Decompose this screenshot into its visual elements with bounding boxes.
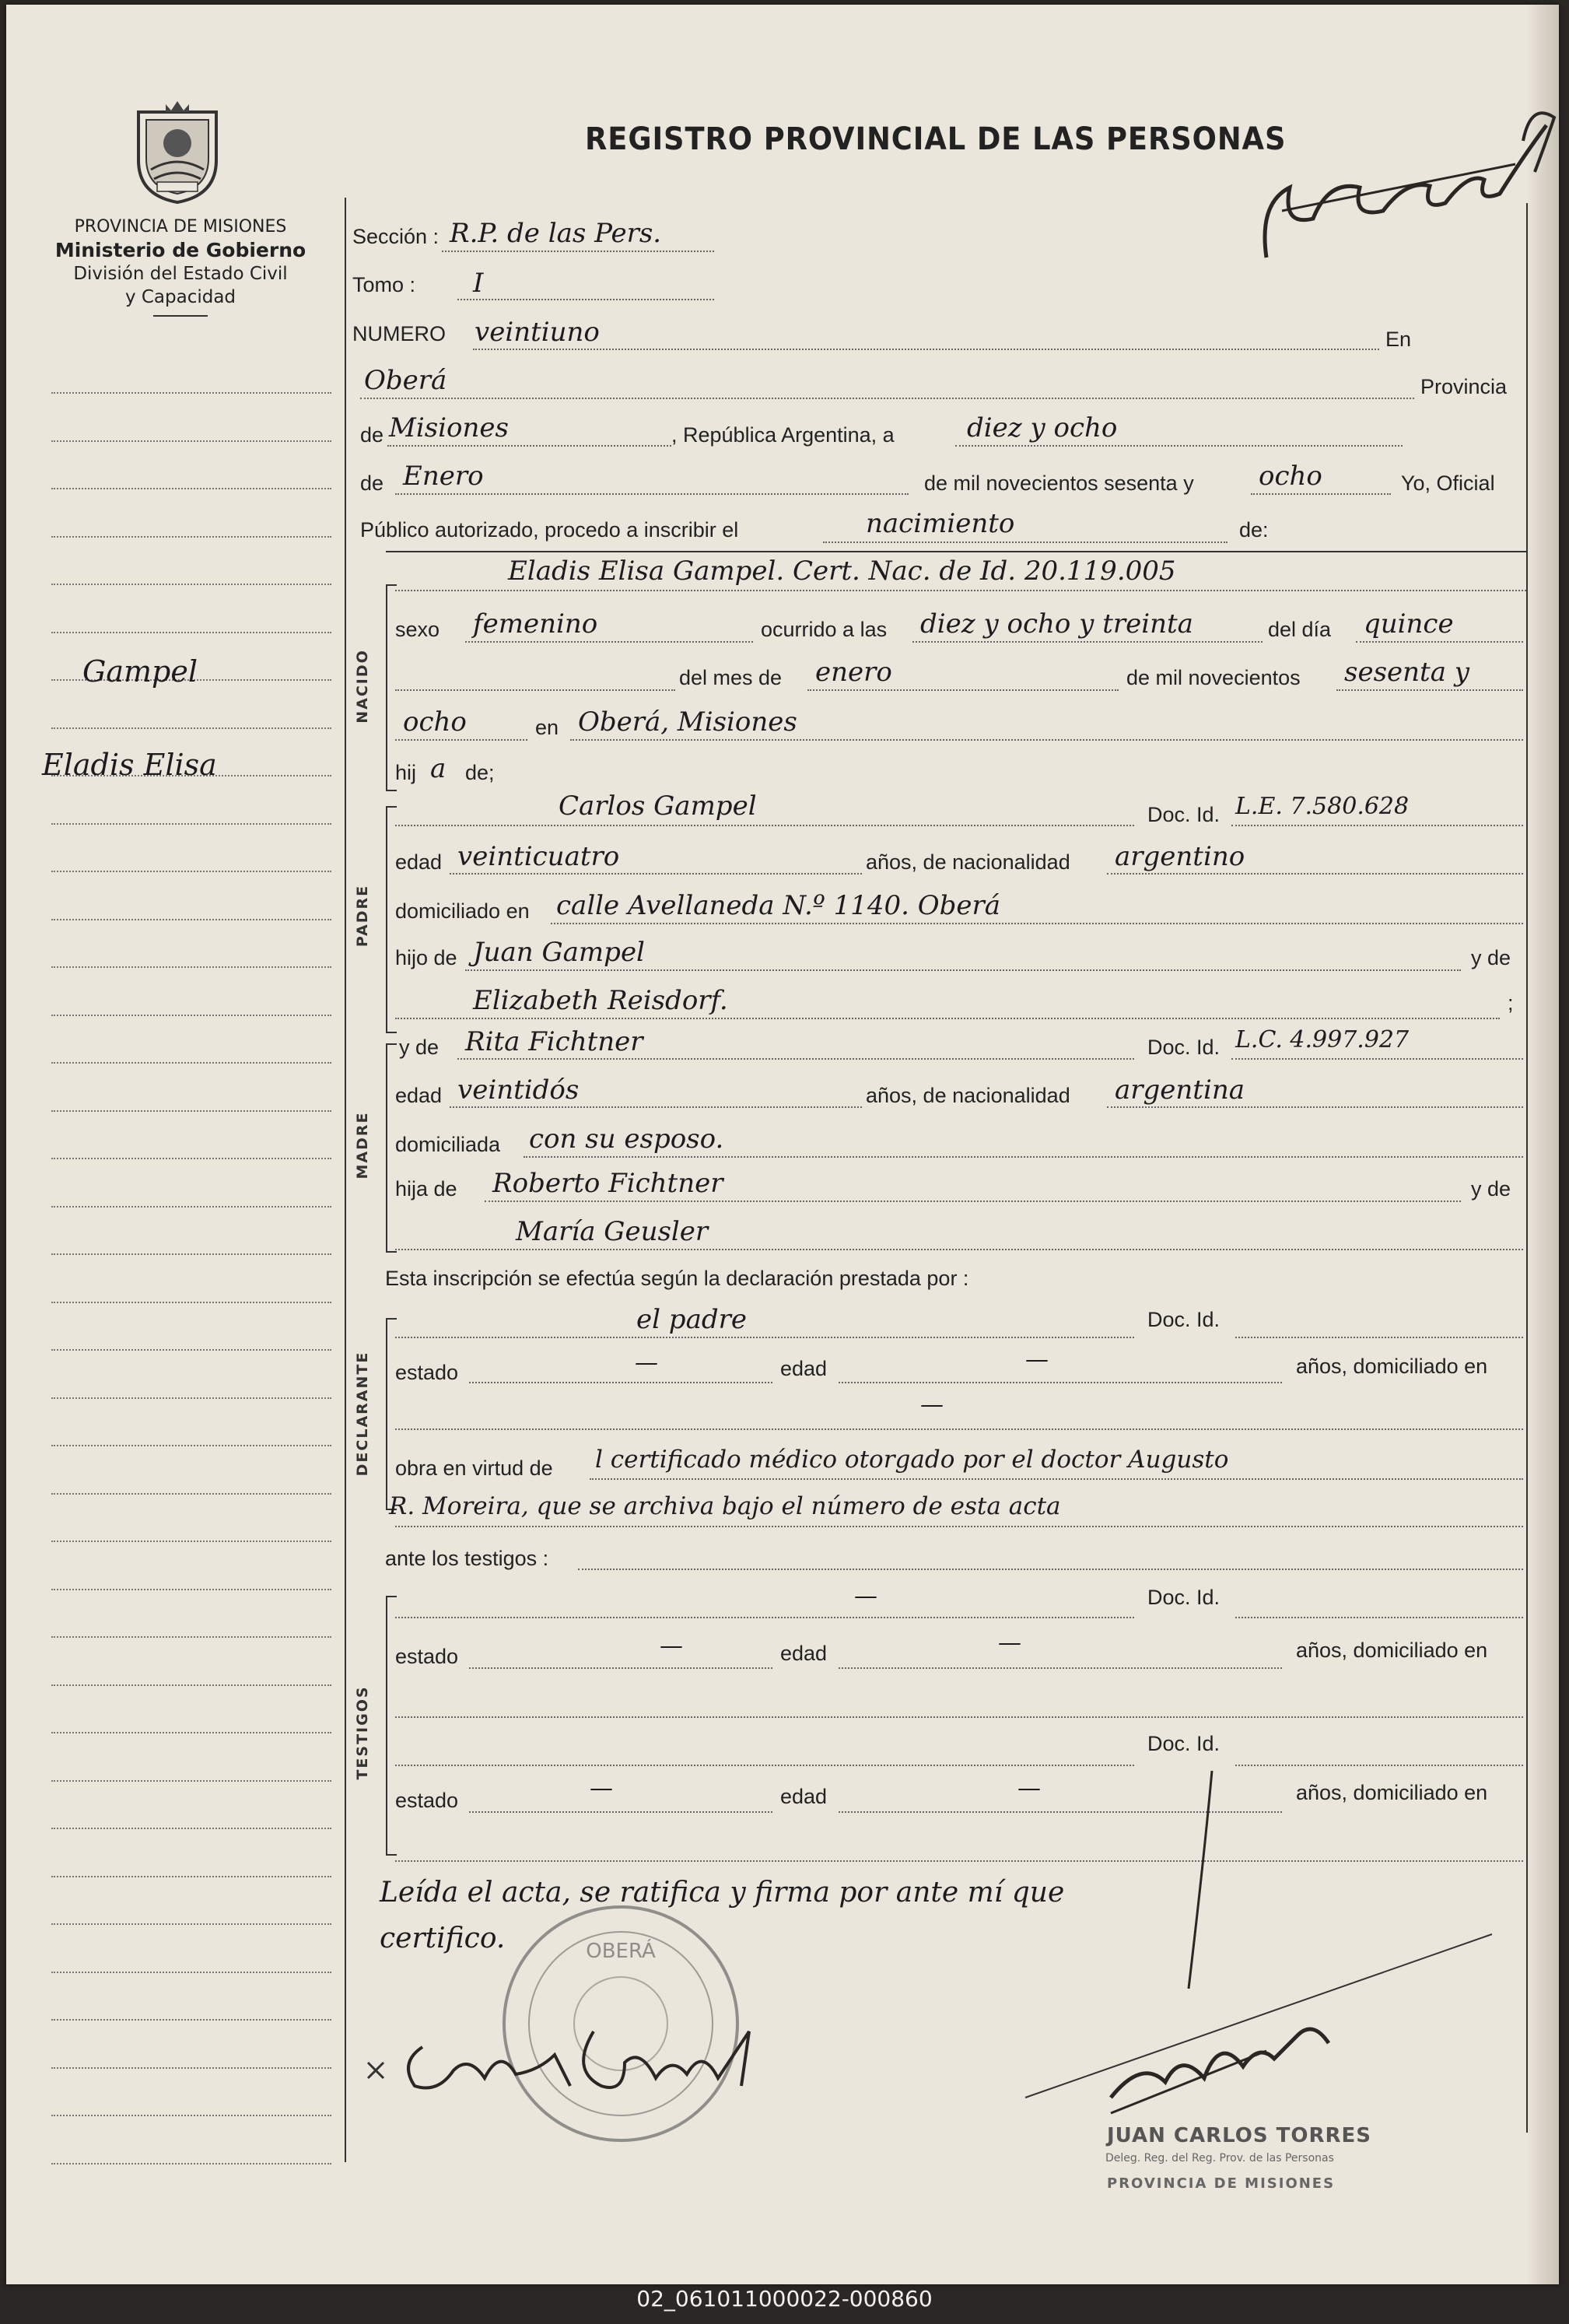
madre-y-de-label: y de: [399, 1036, 440, 1059]
province-heading: [40, 216, 320, 317]
padre-doc-value: L.E. 7.580.628: [1235, 793, 1410, 820]
de-label: de: [360, 423, 384, 447]
madre-mother-value: María Geusler: [516, 1216, 709, 1247]
madre-doc-value: L.C. 4.997.927: [1235, 1026, 1410, 1053]
padre-nationality: argentino: [1115, 841, 1245, 872]
page-title: REGISTRO PROVINCIAL DE LAS PERSONAS: [585, 121, 1287, 157]
margin-ruled-line: [51, 2163, 331, 2165]
act-line: [823, 542, 1228, 543]
official-province: PROVINCIA DE MISIONES: [1107, 2175, 1336, 2192]
margin-ruled-line: [51, 1636, 331, 1638]
en-label-2: en: [535, 716, 559, 739]
seccion-value: R.P. de las Pers.: [450, 218, 662, 249]
margin-ruled-line: [51, 1923, 331, 1925]
margin-ruled-line: [51, 871, 331, 872]
margin-ruled-line: [51, 1684, 331, 1686]
padre-name-value: Carlos Gampel: [559, 790, 757, 822]
margin-ruled-line: [51, 1493, 331, 1495]
declarante-intro: Esta inscripción se efectúa según la declaración prestada por :: [385, 1267, 969, 1290]
seccion-line: [442, 251, 714, 252]
margin-ruled-line: [51, 1541, 331, 1542]
margin-ruled-line: [51, 2115, 331, 2116]
obra-line-2: [395, 1526, 1523, 1527]
testigo1-edad-dash: —: [998, 1629, 1021, 1656]
de-mil-label-2: de mil novecientos: [1126, 666, 1301, 689]
padre-nationality-line: [1107, 873, 1523, 875]
sexo-value: femenino: [473, 608, 598, 640]
declarante-doc-line: [1235, 1337, 1523, 1338]
declarant-signature-icon: [360, 2000, 780, 2109]
mes-label: del mes de: [679, 666, 783, 689]
testigo1-doc-label: Doc. Id.: [1147, 1586, 1221, 1609]
padre-name-line: [395, 825, 1134, 826]
hij-label: hij: [395, 761, 417, 784]
year-value: ocho: [1259, 461, 1322, 492]
margin-ruled-line: [51, 2067, 331, 2069]
obra-label: obra en virtud de: [395, 1456, 553, 1480]
margin-ruled-line: [51, 1780, 331, 1782]
obra-value-2: R. Moreira, que se archiva bajo el número de esta acta: [389, 1492, 1061, 1520]
margin-ruled-line: [51, 2019, 331, 2021]
ocurrido-label: ocurrido a las: [761, 618, 888, 641]
testigo2-domicilio-line: [395, 1860, 1523, 1862]
form-frame-left: [345, 198, 346, 2162]
madre-father-line: [485, 1201, 1461, 1202]
provincial-seal-icon: [123, 98, 232, 207]
padre-domicilio-label: domiciliado en: [395, 899, 530, 923]
margin-ruled-line: [51, 1445, 331, 1446]
tomo-value: I: [473, 268, 484, 299]
form-frame-right: [1526, 203, 1528, 2133]
provincia-label: Provincia: [1420, 375, 1508, 398]
margin-ruled-line: [51, 1732, 331, 1733]
birth-year-line-1: [1336, 689, 1523, 691]
testigo2-edad-dash: —: [1017, 1775, 1041, 1802]
margin-ruled-line: [51, 727, 331, 729]
act-value: nacimiento: [866, 508, 1015, 539]
padre-doc-line: [1231, 825, 1523, 826]
numero-line: [473, 349, 1379, 350]
province-value: Misiones: [389, 412, 509, 443]
place-value: Oberá: [364, 365, 447, 396]
testigo1-name-dash: —: [854, 1583, 877, 1610]
declarante-estado-line: [469, 1382, 772, 1383]
testigo1-estado-label: estado: [395, 1645, 459, 1668]
numero-label: NUMERO: [352, 322, 446, 345]
madre-edad-label: edad: [395, 1084, 443, 1107]
madre-edad-line: [450, 1106, 862, 1108]
place-line: [360, 398, 1414, 399]
padre-section-label: PADRE: [354, 884, 371, 948]
margin-ruled-line: [51, 1158, 331, 1159]
declarante-edad-line: [839, 1382, 1282, 1383]
declarante-estado-value: —: [635, 1349, 658, 1376]
margin-ruled-line: [51, 1972, 331, 1973]
madre-name-value: Rita Fichtner: [465, 1026, 643, 1057]
margin-ruled-line: [51, 488, 331, 489]
padre-y-de-label: y de: [1471, 946, 1511, 969]
birth-day-line: [1356, 641, 1523, 643]
image-id-caption: 02_061011000022-000860: [636, 2286, 933, 2312]
testigos-bracket: [386, 1596, 397, 1856]
page-edge: [1526, 5, 1559, 2284]
testigo1-domicilio-line: [395, 1716, 1523, 1718]
publico-label: Público autorizado, procedo a inscribir el: [360, 518, 739, 542]
testigo1-domicilio-label: años, domiciliado en: [1296, 1639, 1488, 1662]
margin-ruled-line: [51, 1110, 331, 1112]
top-signature-icon: [1235, 94, 1562, 273]
testigo2-edad-label: edad: [780, 1785, 828, 1808]
republica-label: , República Argentina, a: [671, 423, 895, 447]
testigo1-edad-label: edad: [780, 1642, 828, 1665]
madre-mother-line: [395, 1249, 1523, 1250]
tomo-line: [457, 299, 714, 300]
svg-text:OBERÁ: OBERÁ: [586, 1940, 656, 1963]
province-line: [387, 445, 671, 447]
margin-ruled-line: [51, 584, 331, 585]
testigo1-doc-line: [1235, 1617, 1523, 1618]
declarante-edad-value: —: [1025, 1346, 1049, 1373]
madre-doc-label: Doc. Id.: [1147, 1036, 1221, 1059]
testigo2-estado-dash: —: [590, 1775, 613, 1802]
madre-section-label: MADRE: [354, 1111, 371, 1180]
madre-domicilio-line: [524, 1156, 1523, 1158]
obra-value-1: l certificado médico otorgado por el doctor Augusto: [595, 1446, 1229, 1474]
padre-domicilio-value: calle Avellaneda N.º 1140. Oberá: [556, 890, 1000, 921]
birth-day-value: quince: [1364, 608, 1454, 640]
padre-edad-value: veinticuatro: [457, 841, 620, 872]
testigo2-estado-line: [469, 1811, 772, 1813]
closing-line-1: Leída el acta, se ratifica y firma por ante mí que: [380, 1877, 1065, 1909]
birth-place-value: Oberá, Misiones: [578, 706, 797, 738]
declarante-domicilio-label: años, domiciliado en: [1296, 1355, 1488, 1378]
obra-line-1: [590, 1478, 1523, 1480]
testigo1-estado-dash: —: [660, 1632, 683, 1660]
de-colon-label: de:: [1239, 518, 1269, 542]
yo-oficial-label: Yo, Oficial: [1401, 471, 1495, 495]
de-mil-label: de mil novecientos sesenta y: [924, 471, 1194, 495]
madre-anos-label: años, de nacionalidad: [866, 1084, 1070, 1107]
birth-month-line: [807, 689, 1119, 691]
closing-line-2: certifico.: [380, 1923, 506, 1954]
nacido-full-name: Eladis Elisa Gampel. Cert. Nac. de Id. 20.119.005: [508, 556, 1176, 587]
birth-place-line: [570, 739, 1523, 741]
madre-y-de-label: y de: [1471, 1177, 1511, 1201]
en-label: En: [1385, 328, 1412, 351]
margin-ruled-line: [51, 536, 331, 538]
declarante-domicilio-value: —: [920, 1391, 944, 1418]
padre-mother-value: Elizabeth Reisdorf.: [473, 985, 728, 1016]
declarante-estado-label: estado: [395, 1361, 459, 1384]
margin-ruled-line: [51, 1062, 331, 1064]
declarante-doc-label: Doc. Id.: [1147, 1308, 1221, 1331]
margin-ruled-line: [51, 1876, 331, 1877]
margin-ruled-line: [51, 919, 331, 920]
hij-de-label: de;: [465, 761, 495, 784]
testigos-intro-line: [578, 1569, 1523, 1570]
margin-ruled-line: [51, 1302, 331, 1303]
hour-value: diez y ocho y treinta: [920, 608, 1193, 640]
month-line: [395, 493, 909, 495]
nacido-name-line: [395, 590, 1526, 591]
margin-ruled-line: [51, 632, 331, 633]
declarante-domicilio-line: [395, 1428, 1523, 1430]
ministry-name: Ministerio de Gobierno: [54, 239, 306, 262]
declarante-bracket: [386, 1318, 397, 1510]
madre-domicilio-value: con su esposo.: [529, 1123, 724, 1155]
margin-surname: Gampel: [82, 654, 198, 689]
testigo1-edad-line: [839, 1667, 1282, 1669]
madre-nationality: argentina: [1115, 1074, 1245, 1106]
madre-father-value: Roberto Fichtner: [492, 1168, 723, 1199]
day-line: [955, 445, 1403, 447]
hija-de-label: hija de: [395, 1177, 457, 1201]
padre-edad-line: [450, 873, 862, 875]
testigo2-domicilio-label: años, domiciliado en: [1296, 1781, 1488, 1804]
padre-semicolon: ;: [1508, 991, 1514, 1015]
margin-ruled-line: [51, 1349, 331, 1351]
division-name: División del Estado Civil: [73, 264, 288, 285]
padre-domicilio-line: [551, 923, 1523, 924]
nacido-section-label: NACIDO: [354, 649, 371, 724]
madre-doc-line: [1231, 1058, 1523, 1060]
birth-month-value: enero: [815, 657, 892, 688]
margin-ruled-line: [51, 1206, 331, 1208]
madre-domicilio-label: domiciliada: [395, 1133, 501, 1156]
padre-father-line: [465, 969, 1461, 971]
madre-edad-value: veintidós: [457, 1074, 580, 1106]
madre-nationality-line: [1107, 1106, 1523, 1108]
testigos-section-label: TESTIGOS: [354, 1685, 371, 1780]
register-page: [6, 5, 1559, 2284]
margin-ruled-line: [51, 440, 331, 442]
province-name: PROVINCIA DE MISIONES: [74, 217, 287, 237]
birth-year-value-2: ocho: [403, 706, 467, 738]
year-line: [1251, 493, 1391, 495]
padre-anos-label: años, de nacionalidad: [866, 850, 1070, 874]
official-title: Deleg. Reg. del Reg. Prov. de las Personas: [1105, 2152, 1334, 2165]
margin-ruled-line: [51, 823, 331, 825]
testigo1-estado-line: [469, 1667, 772, 1669]
testigo2-doc-line: [1235, 1765, 1523, 1766]
margin-ruled-line: [51, 1397, 331, 1399]
padre-mother-line: [395, 1018, 1500, 1019]
declarante-edad-label: edad: [780, 1357, 828, 1380]
margin-ruled-line: [51, 1589, 331, 1590]
sexo-line: [465, 641, 753, 643]
hijo-de-label: hijo de: [395, 946, 457, 969]
margin-given-names: Eladis Elisa: [42, 748, 217, 782]
testigos-intro: ante los testigos :: [385, 1547, 549, 1570]
margin-ruled-line: [51, 392, 331, 394]
month-value: Enero: [403, 461, 484, 492]
day-value: diez y ocho: [967, 412, 1118, 443]
de-label-2: de: [360, 471, 384, 495]
official-signature-icon: [1095, 2004, 1445, 2129]
margin-ruled-line: [51, 1253, 331, 1255]
margin-ruled-line: [51, 966, 331, 968]
hij-value: a: [430, 753, 447, 784]
birth-year-value-1: sesenta y: [1344, 657, 1469, 688]
nacido-top-rule: [386, 551, 1526, 552]
blank-line-1: [395, 689, 675, 691]
madre-name-line: [457, 1058, 1134, 1060]
sexo-label: sexo: [395, 618, 440, 641]
official-name: JUAN CARLOS TORRES: [1107, 2124, 1372, 2147]
padre-father-value: Juan Gampel: [473, 937, 645, 968]
testigo2-estado-label: estado: [395, 1789, 459, 1812]
testigo1-name-line: [395, 1617, 1134, 1618]
hour-line: [912, 641, 1263, 643]
declarante-section-label: DECLARANTE: [354, 1351, 371, 1477]
padre-edad-label: edad: [395, 850, 443, 874]
del-dia-label: del día: [1268, 618, 1332, 641]
seccion-label: Sección :: [352, 225, 440, 248]
heading-divider: [153, 315, 208, 317]
numero-value: veintiuno: [475, 317, 600, 348]
padre-doc-label: Doc. Id.: [1147, 803, 1221, 826]
testigo2-doc-label: Doc. Id.: [1147, 1732, 1221, 1755]
division-name-cont: y Capacidad: [124, 286, 236, 307]
declarante-name: el padre: [636, 1304, 747, 1335]
margin-ruled-line: [51, 1015, 331, 1016]
tomo-label: Tomo :: [352, 273, 416, 296]
testigo2-name-line: [395, 1765, 1134, 1766]
birth-year-line-2: [395, 739, 527, 741]
declarante-name-line: [395, 1337, 1134, 1338]
margin-ruled-line: [51, 1828, 331, 1829]
